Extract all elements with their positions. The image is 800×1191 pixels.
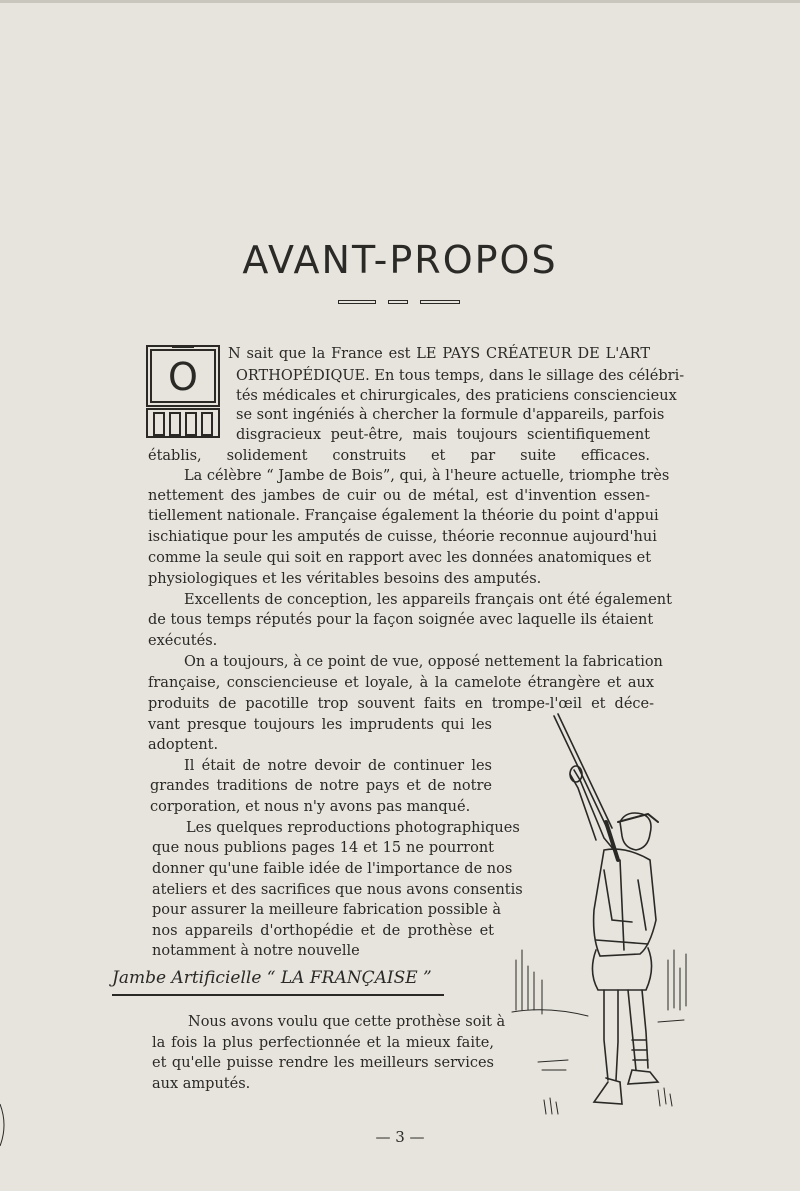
page-number: — 3 — <box>375 1128 425 1146</box>
section-underline <box>112 994 444 996</box>
body-line: ischiatique pour les amputés de cuisse, théorie reconnue aujourd'hui <box>148 529 657 545</box>
body-line: Excellents de conception, les appareils français ont été également <box>184 592 672 608</box>
body-line: vant presque toujours les imprudents qui les <box>148 717 492 733</box>
body-line: adoptent. <box>148 737 219 753</box>
body-line: physiologiques et les véritables besoins des amputés. <box>148 571 542 587</box>
body-line: produits de pacotille trop souvent faits en trompe-l'œil et déce- <box>148 696 654 712</box>
section-line: la fois la plus perfectionnée et la mieux faite, <box>152 1035 494 1051</box>
hunter-illustration <box>508 710 694 1120</box>
body-line: de tous temps réputés pour la façon soignée avec laquelle ils étaient <box>148 612 654 628</box>
body-line: nettement des jambes de cuir ou de métal, est d'invention essen- <box>148 488 650 504</box>
dropcap-frame <box>146 345 220 439</box>
body-line: tiellement nationale. Française également la théorie du point d'appui <box>148 508 659 524</box>
margin-mark <box>0 1100 10 1150</box>
body-line: que nous publions pages 14 et 15 ne pourront <box>152 840 494 856</box>
intro-line: ORTHOPÉDIQUE. En tous temps, dans le sillage des célébri- <box>236 368 685 384</box>
body-line: On a toujours, à ce point de vue, opposé nettement la fabrication <box>184 654 663 670</box>
page-top-edge <box>0 0 800 3</box>
section-title: Jambe Artificielle “ LA FRANÇAISE ” <box>112 968 432 988</box>
body-line: grandes traditions de notre pays et de notre <box>150 778 492 794</box>
intro-line: se sont ingéniés à chercher la formule d'appareils, parfois <box>236 407 665 423</box>
body-line: La célèbre “ Jambe de Bois”, qui, à l'heure actuelle, triomphe très <box>184 468 670 484</box>
intro-line: N sait que la France est LE PAYS CRÉATEUR DE L'ART <box>228 346 650 362</box>
body-line: donner qu'une faible idée de l'importance de nos <box>152 861 513 877</box>
dropcap-letter: O <box>168 355 198 399</box>
body-line: française, consciencieuse et loyale, à la camelote étrangère et aux <box>148 675 654 691</box>
section-line: Nous avons voulu que cette prothèse soit à <box>188 1014 506 1030</box>
page-title: AVANT-PROPOS <box>242 238 558 282</box>
body-line: ateliers et des sacrifices que nous avons consentis <box>152 882 523 898</box>
title-ornament <box>338 298 460 308</box>
body-line: pour assurer la meilleure fabrication possible à <box>152 902 502 918</box>
body-line: Il était de notre devoir de continuer les <box>184 758 492 774</box>
body-line: comme la seule qui soit en rapport avec les données anatomiques et <box>148 550 652 566</box>
intro-line: tés médicales et chirurgicales, des praticiens consciencieux <box>236 388 677 404</box>
body-line: exécutés. <box>148 633 218 649</box>
body-line: nos appareils d'orthopédie et de prothèse et <box>152 923 494 939</box>
body-line: notamment à notre nouvelle <box>152 943 360 959</box>
body-line: corporation, et nous n'y avons pas manqué. <box>150 799 471 815</box>
body-line: établis, solidement construits et par suite efficaces. <box>148 448 650 464</box>
section-line: aux amputés. <box>152 1076 251 1092</box>
intro-line: disgracieux peut-être, mais toujours scientifiquement <box>236 427 650 443</box>
section-line: et qu'elle puisse rendre les meilleurs services <box>152 1055 494 1071</box>
body-line: Les quelques reproductions photographiques <box>186 820 520 836</box>
